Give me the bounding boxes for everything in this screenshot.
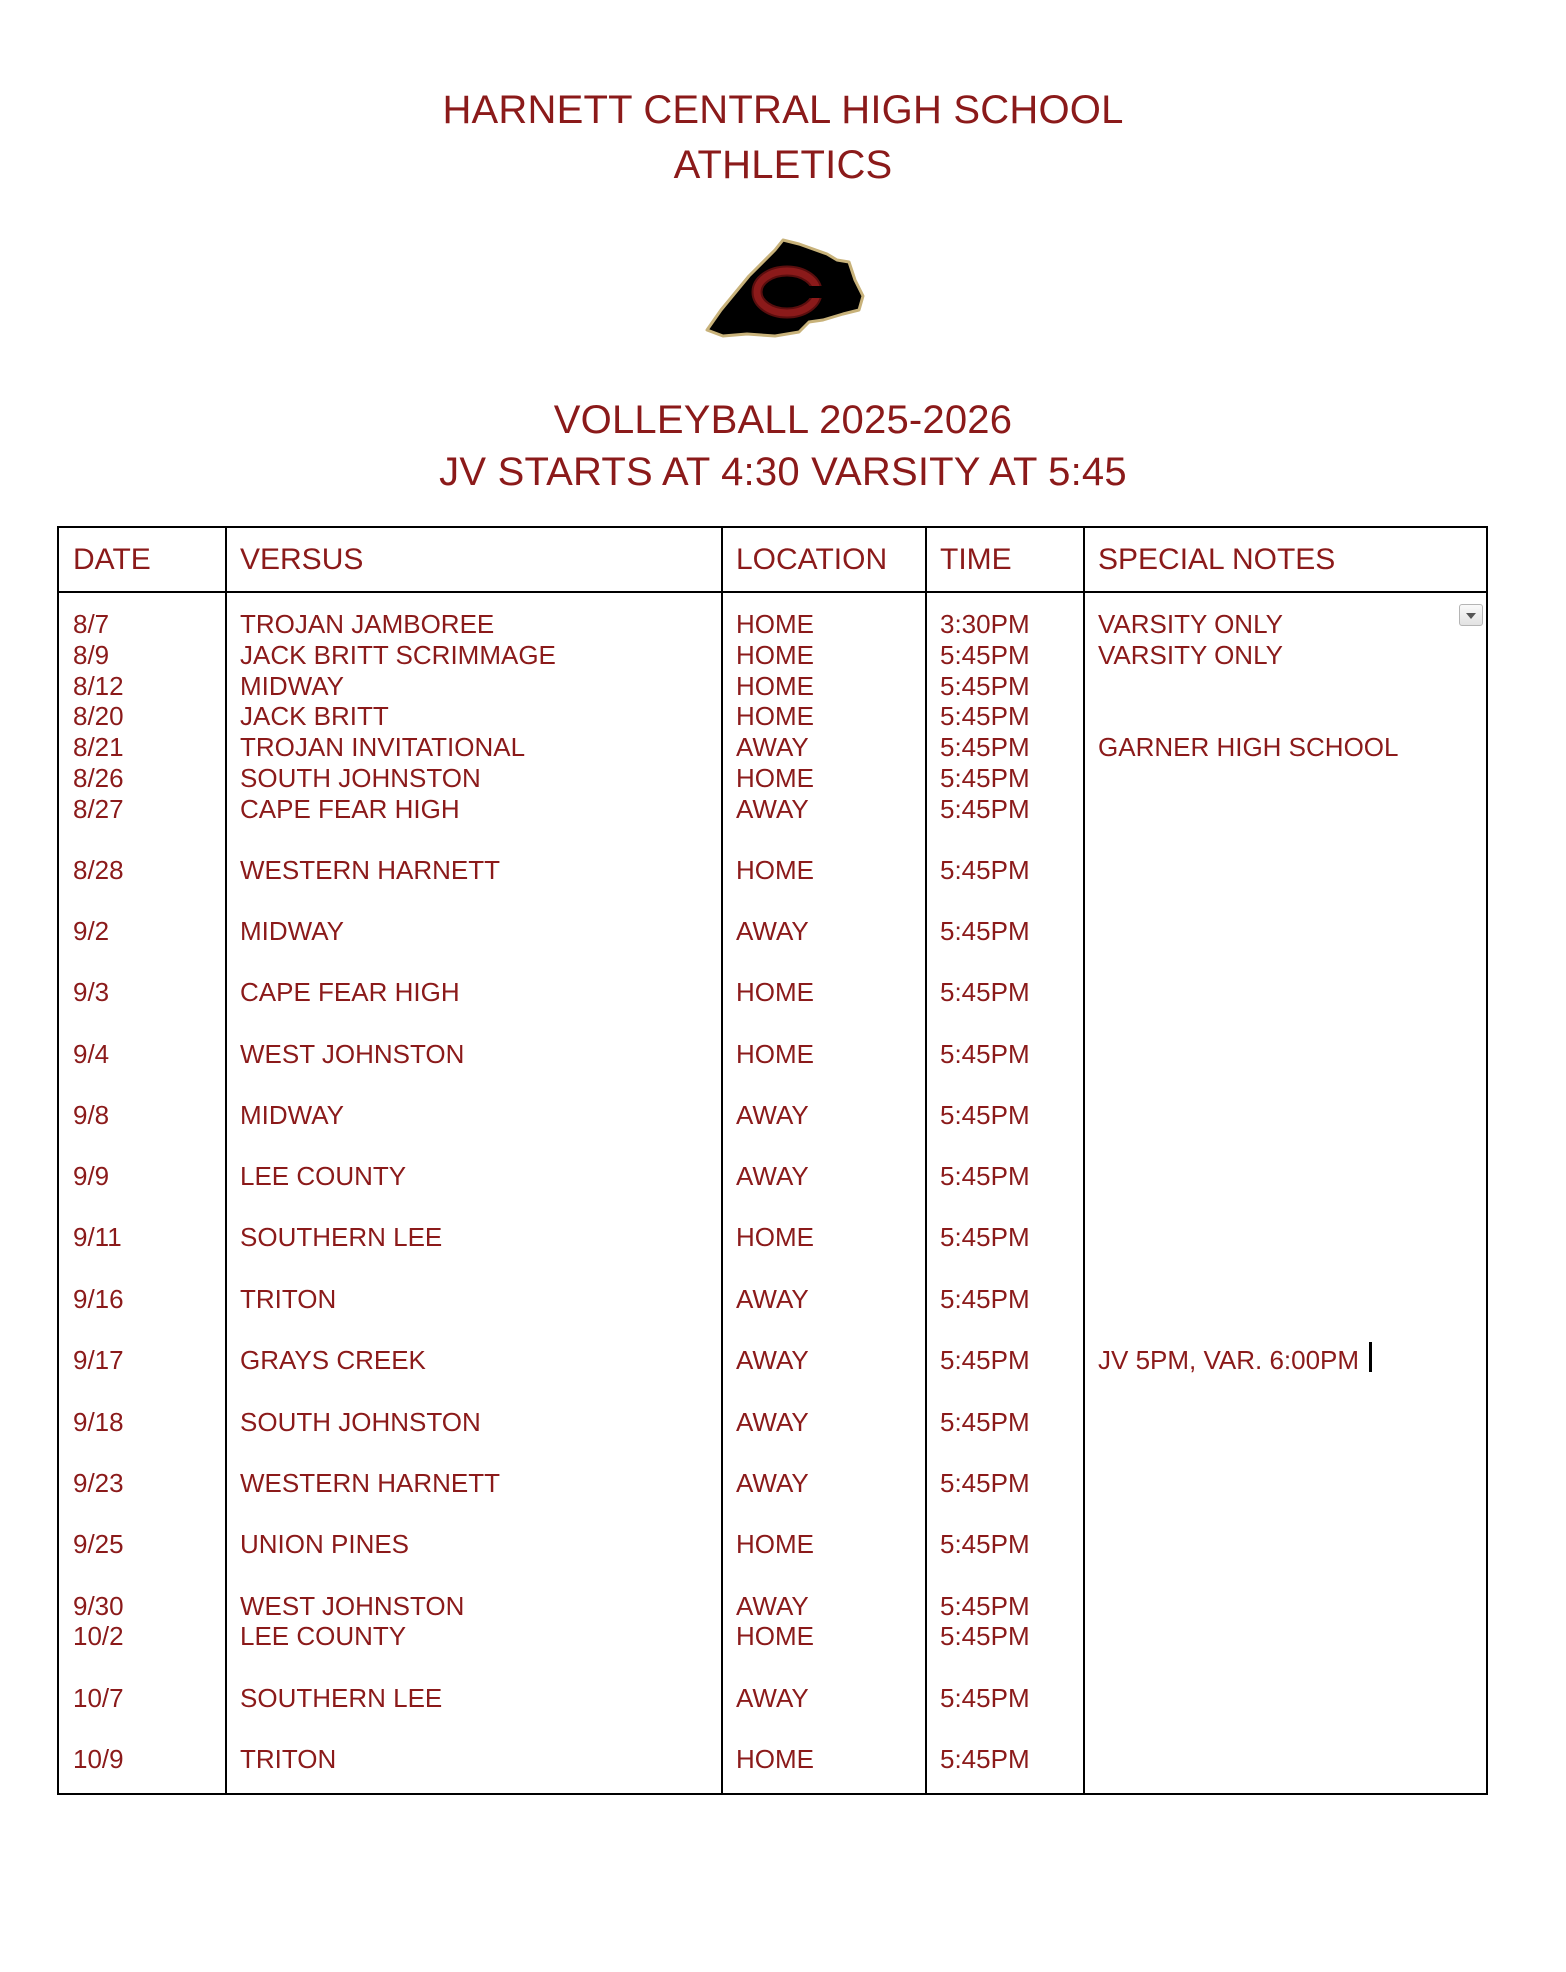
cell-time: 5:45PM [940,701,1030,731]
cell-location: AWAY [736,1683,809,1713]
cell-versus: SOUTH JOHNSTON [240,1407,481,1437]
cell-time: 5:45PM [940,1345,1030,1375]
cell-date: 9/2 [73,916,110,946]
cell-date: 8/7 [73,609,110,639]
cell-time: 5:45PM [940,1039,1030,1069]
cell-time: 5:45PM [940,640,1030,670]
cell-time: 5:45PM [940,1161,1030,1191]
cell-date: 9/17 [73,1345,124,1375]
cell-versus: LEE COUNTY [240,1161,407,1191]
cell-location: HOME [736,1039,814,1069]
cell-location: HOME [736,855,814,885]
cell-location: AWAY [736,1468,809,1498]
cell-location: HOME [736,1222,814,1252]
cell-location: AWAY [736,1100,809,1130]
cell-versus: SOUTHERN LEE [240,1222,443,1252]
start-times-note: JV STARTS AT 4:30 VARSITY AT 5:45 [439,450,1127,494]
column-divider [721,528,723,1793]
sport-title: VOLLEYBALL 2025-2026 [553,398,1013,442]
cell-time: 5:45PM [940,794,1030,824]
cell-notes: VARSITY ONLY [1098,609,1283,639]
cell-date: 9/3 [73,977,110,1007]
schedule-table [57,526,1488,1795]
header-time: TIME [940,543,1012,576]
column-divider [225,528,227,1793]
cell-location: HOME [736,977,814,1007]
cell-location: AWAY [736,1284,809,1314]
cell-time: 5:45PM [940,732,1030,762]
cell-date: 9/18 [73,1407,124,1437]
cell-time: 5:45PM [940,671,1030,701]
cell-date: 9/4 [73,1039,110,1069]
cell-date: 8/20 [73,701,124,731]
cell-versus: MIDWAY [240,1100,344,1130]
cell-versus: CAPE FEAR HIGH [240,977,460,1007]
cell-versus: SOUTHERN LEE [240,1683,443,1713]
cell-time: 5:45PM [940,855,1030,885]
school-logo [703,232,865,344]
cell-date: 9/25 [73,1529,124,1559]
cell-date: 10/2 [73,1621,124,1651]
cell-versus: SOUTH JOHNSTON [240,763,481,793]
department-title: ATHLETICS [673,143,893,187]
cell-location: HOME [736,1621,814,1651]
cell-date: 9/11 [73,1222,122,1252]
cell-versus: MIDWAY [240,671,344,701]
cell-time: 5:45PM [940,1222,1030,1252]
cell-versus: TROJAN INVITATIONAL [240,732,526,762]
cell-time: 5:45PM [940,1744,1030,1774]
cell-versus: MIDWAY [240,916,344,946]
cell-versus: LEE COUNTY [240,1621,407,1651]
column-divider [1083,528,1085,1793]
cell-date: 9/23 [73,1468,124,1498]
cell-location: HOME [736,640,814,670]
cell-time: 5:45PM [940,1621,1030,1651]
cell-location: HOME [736,763,814,793]
cell-versus: GRAYS CREEK [240,1345,426,1375]
cell-versus: CAPE FEAR HIGH [240,794,460,824]
cell-date: 10/7 [73,1683,124,1713]
cell-versus: TROJAN JAMBOREE [240,609,495,639]
school-name: HARNETT CENTRAL HIGH SCHOOL [442,88,1124,132]
cell-time: 5:45PM [940,977,1030,1007]
cell-date: 8/26 [73,763,124,793]
cell-location: HOME [736,701,814,731]
cell-time: 3:30PM [940,609,1030,639]
cell-location: AWAY [736,794,809,824]
cell-time: 5:45PM [940,1468,1030,1498]
cell-notes: JV 5PM, VAR. 6:00PM [1098,1345,1360,1375]
cell-versus: JACK BRITT [240,701,389,731]
cell-versus: TRITON [240,1744,337,1774]
cell-notes: VARSITY ONLY [1098,640,1283,670]
cell-versus: TRITON [240,1284,337,1314]
cell-time: 5:45PM [940,1529,1030,1559]
cell-date: 8/28 [73,855,124,885]
cell-location: AWAY [736,1591,809,1621]
cell-date: 9/30 [73,1591,124,1621]
cell-time: 5:45PM [940,1407,1030,1437]
cell-location: HOME [736,1744,814,1774]
cell-time: 5:45PM [940,916,1030,946]
filter-dropdown-icon[interactable] [1459,604,1483,626]
cell-time: 5:45PM [940,1683,1030,1713]
cell-date: 10/9 [73,1744,124,1774]
logo-county-shape [707,240,863,336]
cell-location: HOME [736,1529,814,1559]
cell-location: AWAY [736,1345,809,1375]
cell-versus: WEST JOHNSTON [240,1591,465,1621]
cell-time: 5:45PM [940,763,1030,793]
header-divider [59,591,1486,593]
cell-versus: WESTERN HARNETT [240,1468,500,1498]
cell-date: 9/16 [73,1284,124,1314]
cell-location: AWAY [736,916,809,946]
header-location: LOCATION [736,543,888,576]
cell-versus: WESTERN HARNETT [240,855,500,885]
cell-date: 8/21 [73,732,124,762]
cell-time: 5:45PM [940,1100,1030,1130]
header-versus: VERSUS [240,543,364,576]
cell-location: HOME [736,671,814,701]
header-date: DATE [73,543,151,576]
cell-time: 5:45PM [940,1284,1030,1314]
cell-time: 5:45PM [940,1591,1030,1621]
cell-location: AWAY [736,1161,809,1191]
cell-location: AWAY [736,1407,809,1437]
text-cursor [1369,1342,1372,1372]
cell-date: 8/9 [73,640,110,670]
cell-location: AWAY [736,732,809,762]
cell-date: 8/12 [73,671,124,701]
header-notes: SPECIAL NOTES [1098,543,1336,576]
cell-versus: UNION PINES [240,1529,410,1559]
cell-date: 9/9 [73,1161,110,1191]
cell-date: 9/8 [73,1100,110,1130]
cell-date: 8/27 [73,794,124,824]
column-divider [925,528,927,1793]
cell-location: HOME [736,609,814,639]
cell-notes: GARNER HIGH SCHOOL [1098,732,1399,762]
cell-versus: WEST JOHNSTON [240,1039,465,1069]
cell-versus: JACK BRITT SCRIMMAGE [240,640,556,670]
